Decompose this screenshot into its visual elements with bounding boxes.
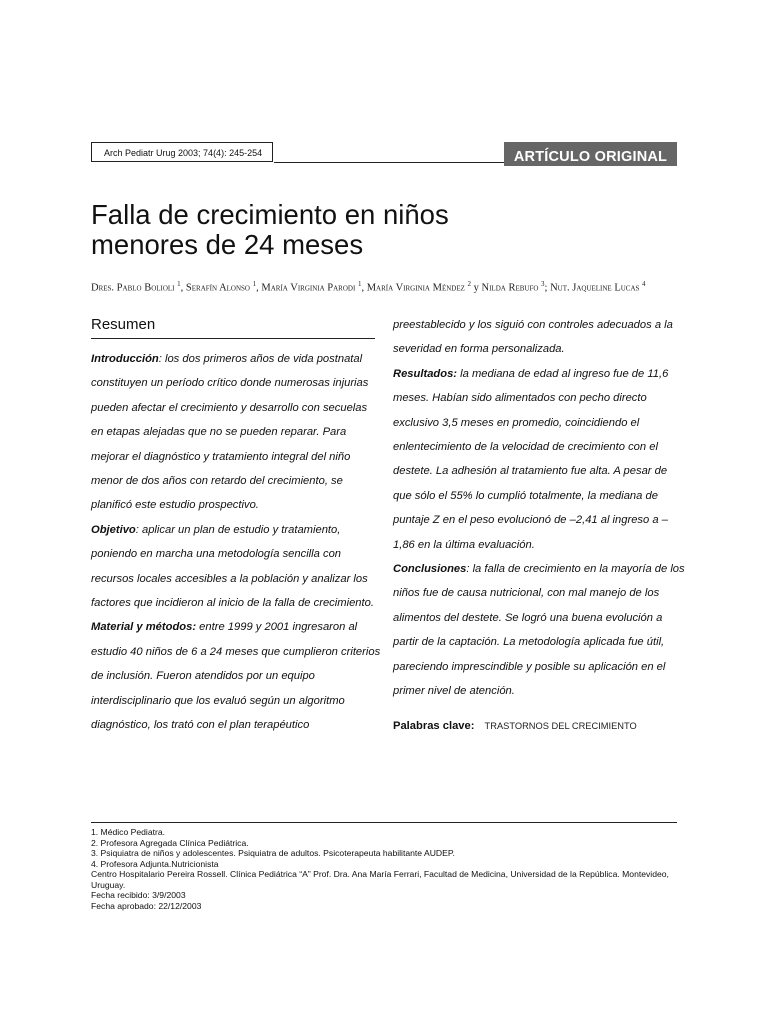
author-affiliation: 1 [177,280,181,288]
author-separator: ; [544,282,551,294]
author-name: Dres. Pablo Bolioli [91,282,175,294]
author-separator: , [256,282,262,294]
objective-label: Objetivo [91,523,136,536]
abstract-methods [91,615,381,737]
abstract-objective [91,518,381,616]
title-line-2: menores de 24 meses [91,229,364,260]
author-name: María Virginia Méndez [366,282,465,294]
author-name: María Virginia Parodi [261,282,356,294]
abstract-column-right [393,313,685,704]
methods-continuation: preestablecido y los siguió con controles adecuados a la severidad en forma personalizada. [393,319,673,356]
footnotes [91,827,679,911]
article-type-badge: ARTÍCULO ORIGINAL [504,142,677,166]
author-name: Nut. Jaqueline Lucas [550,282,640,294]
results-label: Resultados: [393,367,458,380]
conclusions-label: Conclusiones [393,563,467,576]
author-list [91,277,691,296]
footnote: 1. Médico Pediatra. [91,827,166,837]
affiliation-note: Centro Hospitalario Pereira Rossell. Clínica Pediátrica “A” Prof. Dra. Ana María Ferrari, Facultad de Medicina, Universidad de la República. Montevideo, Uruguay. [91,869,669,890]
date-approved: Fecha aprobado: 22/12/2003 [91,900,202,911]
methods-text: entre 1999 y 2001 ingresaron al estudio 40 niños de 6 a 24 meses que cumplieron criterios de inclusión. Fueron atendidos por un equipo interdisciplinario que los evaluó según un algoritmo diagnóstico, los trató con el plan terapéutico [91,621,381,732]
abstract-results [393,362,685,557]
author-separator: y [471,282,482,294]
results-text: la mediana de edad al ingreso fue de 11,6 meses. Habían sido alimentados con pecho directo exclusivo 3,5 meses en promedio, coincidiendo el enlentecimiento de la velocidad de crecimiento con el destete. La adhesión al tratamiento fue alta. A pesar de que sólo el 55% lo cumplió totalmente, la mediana de puntaje Z en el peso evolucionó de –2,41 al ingreso a –1,86 en la última evaluación. [393,367,669,551]
abstract-heading: Resumen [91,314,375,339]
introduction-label: Introducción [91,353,159,365]
footnote: 4. Profesora Adjunta.Nutricionista [91,858,219,869]
author-affiliation: 4 [642,280,646,288]
author-separator: , [180,282,186,294]
article-title [91,200,691,260]
abstract-introduction [91,347,381,518]
keywords-label: Palabras clave: [393,720,475,732]
conclusions-text: : la falla de crecimiento en la mayoría de los niños fue de causa nutricional, con mal manejo de los alimentos del destete. Se logró una buena evolución a partir de la captación. La metodología aplicada fue útil, pareciendo imprescindible y posible su aplicación en el primer nivel de atención. [393,563,685,698]
author-affiliation: 1 [357,280,362,288]
footnote: 3. Psiquiatra de niños y adolescentes. Psiquiatra de adultos. Psicoterapeuta habilitante AUDEP. [91,848,455,858]
citation-box [91,142,273,162]
author-affiliation: 2 [467,280,472,288]
date-received: Fecha recibido: 3/9/2003 [91,890,186,900]
abstract-conclusions [393,557,685,703]
author-name: Serafín Alonso [185,282,250,294]
objective-text: : aplicar un plan de estudio y tratamiento, poniendo en marcha una metodología sencilla con recursos locales accesibles a la población y analizar los factores que incidieron al inicio de la falla de crecimiento. [91,523,374,610]
abstract-column-left [91,347,381,738]
introduction-text: : los dos primeros años de vida postnatal constituyen un período crítico donde numerosas injurias pueden afectar el crecimiento y desarrollo con secuelas en etapas alejadas que no se pueden reparar. Para mejorar el diagnóstico y tratamiento integral del niño menor de dos años con retardo del crecimiento, se planificó este estudio prospectivo. [91,353,369,512]
keywords [393,716,637,736]
footnote: 2. Profesora Agregada Clínica Pediátrica. [91,837,249,848]
author-affiliation: 1 [252,280,257,288]
title-line-1: Falla de crecimiento en niños [91,199,449,230]
keywords-value: TRASTORNOS DEL CRECIMIENTO [484,721,637,731]
author-name: Nilda Rebufo [481,282,539,294]
author-affiliation: 3 [541,280,545,288]
footnote-divider [91,822,677,823]
header-divider [274,162,504,163]
journal-citation: Arch Pediatr Urug 2003; 74(4): 245-254 [104,148,263,158]
methods-label: Material y métodos: [91,621,197,634]
author-separator: , [361,282,367,294]
